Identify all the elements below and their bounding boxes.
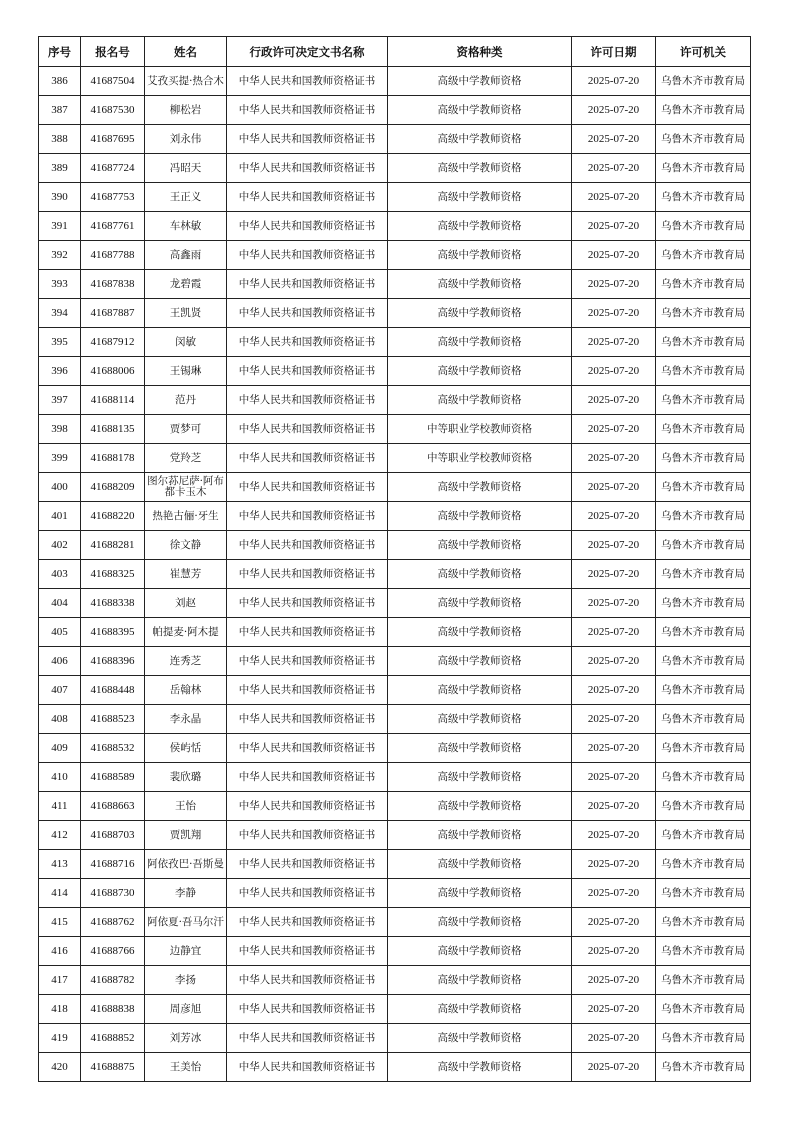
cell-name: 徐文静 [145,531,227,560]
cell-index: 397 [39,386,81,415]
cell-license-date: 2025-07-20 [572,879,656,908]
cell-licensing-authority: 乌鲁木齐市教育局 [656,676,751,705]
cell-document-name: 中华人民共和国教师资格证书 [227,96,388,125]
cell-name: 边静宜 [145,937,227,966]
cell-document-name: 中华人民共和国教师资格证书 [227,850,388,879]
cell-document-name: 中华人民共和国教师资格证书 [227,908,388,937]
cell-qualification-type: 高级中学教师资格 [388,1053,572,1082]
cell-registration-no: 41688396 [81,647,145,676]
cell-licensing-authority: 乌鲁木齐市教育局 [656,589,751,618]
cell-registration-no: 41688338 [81,589,145,618]
cell-licensing-authority: 乌鲁木齐市教育局 [656,966,751,995]
table-row [39,444,751,473]
cell-document-name: 中华人民共和国教师资格证书 [227,415,388,444]
cell-licensing-authority: 乌鲁木齐市教育局 [656,763,751,792]
cell-qualification-type: 高级中学教师资格 [388,995,572,1024]
cell-qualification-type: 高级中学教师资格 [388,937,572,966]
cell-name: 党羚芝 [145,444,227,473]
cell-document-name: 中华人民共和国教师资格证书 [227,705,388,734]
cell-index: 389 [39,154,81,183]
table-row [39,531,751,560]
cell-licensing-authority: 乌鲁木齐市教育局 [656,502,751,531]
cell-licensing-authority: 乌鲁木齐市教育局 [656,995,751,1024]
cell-document-name: 中华人民共和国教师资格证书 [227,734,388,763]
cell-index: 388 [39,125,81,154]
cell-name: 王锡琳 [145,357,227,386]
cell-document-name: 中华人民共和国教师资格证书 [227,1053,388,1082]
cell-index: 418 [39,995,81,1024]
table-row [39,125,751,154]
cell-document-name: 中华人民共和国教师资格证书 [227,676,388,705]
cell-registration-no: 41688766 [81,937,145,966]
cell-qualification-type: 高级中学教师资格 [388,473,572,502]
table-row [39,589,751,618]
cell-license-date: 2025-07-20 [572,966,656,995]
table-row [39,966,751,995]
cell-license-date: 2025-07-20 [572,212,656,241]
table-row [39,792,751,821]
cell-license-date: 2025-07-20 [572,734,656,763]
cell-licensing-authority: 乌鲁木齐市教育局 [656,67,751,96]
cell-index: 412 [39,821,81,850]
cell-registration-no: 41687695 [81,125,145,154]
cell-name: 王美怡 [145,1053,227,1082]
table-row [39,473,751,502]
cell-license-date: 2025-07-20 [572,821,656,850]
cell-index: 390 [39,183,81,212]
header-registration-no: 报名号 [81,37,145,67]
cell-name: 崔慧芳 [145,560,227,589]
table-row [39,821,751,850]
cell-qualification-type: 高级中学教师资格 [388,560,572,589]
table-row [39,96,751,125]
table-row [39,270,751,299]
cell-licensing-authority: 乌鲁木齐市教育局 [656,357,751,386]
header-index: 序号 [39,37,81,67]
cell-registration-no: 41687912 [81,328,145,357]
cell-license-date: 2025-07-20 [572,96,656,125]
cell-document-name: 中华人民共和国教师资格证书 [227,995,388,1024]
cell-name: 车林敏 [145,212,227,241]
cell-document-name: 中华人民共和国教师资格证书 [227,821,388,850]
cell-qualification-type: 高级中学教师资格 [388,589,572,618]
cell-index: 387 [39,96,81,125]
cell-qualification-type: 高级中学教师资格 [388,357,572,386]
cell-name: 王正义 [145,183,227,212]
cell-qualification-type: 高级中学教师资格 [388,125,572,154]
cell-index: 414 [39,879,81,908]
cell-index: 400 [39,473,81,502]
cell-index: 386 [39,67,81,96]
cell-document-name: 中华人民共和国教师资格证书 [227,531,388,560]
cell-qualification-type: 高级中学教师资格 [388,386,572,415]
cell-index: 403 [39,560,81,589]
cell-license-date: 2025-07-20 [572,1053,656,1082]
cell-licensing-authority: 乌鲁木齐市教育局 [656,647,751,676]
cell-index: 405 [39,618,81,647]
cell-license-date: 2025-07-20 [572,908,656,937]
cell-name: 王怡 [145,792,227,821]
cell-name: 王凯贤 [145,299,227,328]
cell-index: 411 [39,792,81,821]
cell-licensing-authority: 乌鲁木齐市教育局 [656,96,751,125]
cell-license-date: 2025-07-20 [572,415,656,444]
cell-licensing-authority: 乌鲁木齐市教育局 [656,444,751,473]
cell-registration-no: 41687724 [81,154,145,183]
cell-index: 410 [39,763,81,792]
cell-document-name: 中华人民共和国教师资格证书 [227,763,388,792]
cell-index: 409 [39,734,81,763]
table-row [39,647,751,676]
cell-registration-no: 41688762 [81,908,145,937]
cell-licensing-authority: 乌鲁木齐市教育局 [656,850,751,879]
cell-qualification-type: 高级中学教师资格 [388,850,572,879]
cell-license-date: 2025-07-20 [572,937,656,966]
cell-name: 冯昭天 [145,154,227,183]
cell-license-date: 2025-07-20 [572,473,656,502]
cell-qualification-type: 高级中学教师资格 [388,966,572,995]
cell-document-name: 中华人民共和国教师资格证书 [227,270,388,299]
cell-document-name: 中华人民共和国教师资格证书 [227,647,388,676]
table-row [39,183,751,212]
cell-index: 404 [39,589,81,618]
cell-name: 阿依夏·吾马尔汗 [145,908,227,937]
table-row [39,67,751,96]
cell-document-name: 中华人民共和国教师资格证书 [227,502,388,531]
cell-document-name: 中华人民共和国教师资格证书 [227,937,388,966]
cell-document-name: 中华人民共和国教师资格证书 [227,1024,388,1053]
table-row [39,386,751,415]
cell-registration-no: 41688135 [81,415,145,444]
cell-licensing-authority: 乌鲁木齐市教育局 [656,821,751,850]
table-row [39,763,751,792]
cell-license-date: 2025-07-20 [572,386,656,415]
cell-license-date: 2025-07-20 [572,67,656,96]
cell-qualification-type: 高级中学教师资格 [388,328,572,357]
cell-index: 420 [39,1053,81,1082]
cell-index: 394 [39,299,81,328]
cell-licensing-authority: 乌鲁木齐市教育局 [656,328,751,357]
cell-licensing-authority: 乌鲁木齐市教育局 [656,154,751,183]
cell-license-date: 2025-07-20 [572,1024,656,1053]
table-row [39,995,751,1024]
cell-registration-no: 41688114 [81,386,145,415]
cell-index: 417 [39,966,81,995]
cell-registration-no: 41688532 [81,734,145,763]
cell-license-date: 2025-07-20 [572,850,656,879]
cell-name: 高鑫雨 [145,241,227,270]
cell-registration-no: 41688589 [81,763,145,792]
cell-licensing-authority: 乌鲁木齐市教育局 [656,560,751,589]
cell-document-name: 中华人民共和国教师资格证书 [227,589,388,618]
cell-qualification-type: 高级中学教师资格 [388,763,572,792]
cell-registration-no: 41688395 [81,618,145,647]
table-row [39,1053,751,1082]
cell-licensing-authority: 乌鲁木齐市教育局 [656,125,751,154]
cell-qualification-type: 高级中学教师资格 [388,270,572,299]
cell-document-name: 中华人民共和国教师资格证书 [227,879,388,908]
cell-document-name: 中华人民共和国教师资格证书 [227,125,388,154]
cell-license-date: 2025-07-20 [572,183,656,212]
cell-index: 399 [39,444,81,473]
cell-qualification-type: 高级中学教师资格 [388,531,572,560]
table-row [39,299,751,328]
cell-qualification-type: 高级中学教师资格 [388,792,572,821]
header-name: 姓名 [145,37,227,67]
cell-license-date: 2025-07-20 [572,589,656,618]
cell-name: 周彦旭 [145,995,227,1024]
cell-licensing-authority: 乌鲁木齐市教育局 [656,792,751,821]
cell-licensing-authority: 乌鲁木齐市教育局 [656,299,751,328]
table-row [39,560,751,589]
cell-registration-no: 41688852 [81,1024,145,1053]
table-row [39,879,751,908]
cell-document-name: 中华人民共和国教师资格证书 [227,560,388,589]
cell-registration-no: 41688220 [81,502,145,531]
cell-qualification-type: 高级中学教师资格 [388,154,572,183]
cell-licensing-authority: 乌鲁木齐市教育局 [656,705,751,734]
cell-registration-no: 41688006 [81,357,145,386]
cell-name: 岳翰林 [145,676,227,705]
cell-name: 范丹 [145,386,227,415]
table-row [39,502,751,531]
table-row [39,850,751,879]
cell-name: 贾凯翔 [145,821,227,850]
cell-registration-no: 41688782 [81,966,145,995]
cell-registration-no: 41687887 [81,299,145,328]
table-row [39,154,751,183]
cell-qualification-type: 中等职业学校教师资格 [388,444,572,473]
cell-license-date: 2025-07-20 [572,328,656,357]
document-page [38,36,750,1082]
cell-name: 刘永伟 [145,125,227,154]
cell-qualification-type: 高级中学教师资格 [388,879,572,908]
cell-registration-no: 41688838 [81,995,145,1024]
cell-index: 406 [39,647,81,676]
cell-index: 395 [39,328,81,357]
cell-name: 李永晶 [145,705,227,734]
cell-license-date: 2025-07-20 [572,125,656,154]
cell-qualification-type: 高级中学教师资格 [388,705,572,734]
cell-index: 396 [39,357,81,386]
cell-index: 407 [39,676,81,705]
cell-index: 416 [39,937,81,966]
table-row [39,241,751,270]
cell-licensing-authority: 乌鲁木齐市教育局 [656,1053,751,1082]
cell-document-name: 中华人民共和国教师资格证书 [227,183,388,212]
header-document-name: 行政许可决定文书名称 [227,37,388,67]
cell-document-name: 中华人民共和国教师资格证书 [227,792,388,821]
cell-licensing-authority: 乌鲁木齐市教育局 [656,1024,751,1053]
cell-document-name: 中华人民共和国教师资格证书 [227,154,388,183]
cell-registration-no: 41688523 [81,705,145,734]
table-row [39,908,751,937]
cell-qualification-type: 高级中学教师资格 [388,502,572,531]
cell-name: 李扬 [145,966,227,995]
cell-name: 刘芳冰 [145,1024,227,1053]
table-row [39,705,751,734]
cell-registration-no: 41688875 [81,1053,145,1082]
cell-license-date: 2025-07-20 [572,299,656,328]
cell-registration-no: 41688448 [81,676,145,705]
cell-index: 413 [39,850,81,879]
cell-qualification-type: 高级中学教师资格 [388,676,572,705]
cell-license-date: 2025-07-20 [572,763,656,792]
cell-name: 柳松岩 [145,96,227,125]
cell-document-name: 中华人民共和国教师资格证书 [227,966,388,995]
header-license-date: 许可日期 [572,37,656,67]
cell-name: 阿依孜巴·吾斯曼 [145,850,227,879]
cell-document-name: 中华人民共和国教师资格证书 [227,473,388,502]
cell-qualification-type: 高级中学教师资格 [388,618,572,647]
cell-index: 415 [39,908,81,937]
cell-registration-no: 41687838 [81,270,145,299]
cell-license-date: 2025-07-20 [572,241,656,270]
table-row [39,1024,751,1053]
table-row [39,676,751,705]
cell-name: 侯屿恬 [145,734,227,763]
cell-name: 热艳古俪·牙生 [145,502,227,531]
cell-licensing-authority: 乌鲁木齐市教育局 [656,212,751,241]
cell-name: 李静 [145,879,227,908]
cell-registration-no: 41687761 [81,212,145,241]
table-body [39,67,751,1082]
cell-registration-no: 41688178 [81,444,145,473]
cell-qualification-type: 高级中学教师资格 [388,734,572,763]
cell-qualification-type: 中等职业学校教师资格 [388,415,572,444]
cell-registration-no: 41688209 [81,473,145,502]
cell-document-name: 中华人民共和国教师资格证书 [227,618,388,647]
cell-qualification-type: 高级中学教师资格 [388,908,572,937]
cell-index: 408 [39,705,81,734]
cell-document-name: 中华人民共和国教师资格证书 [227,212,388,241]
cell-document-name: 中华人民共和国教师资格证书 [227,241,388,270]
cell-index: 392 [39,241,81,270]
cell-license-date: 2025-07-20 [572,705,656,734]
header-licensing-authority: 许可机关 [656,37,751,67]
cell-registration-no: 41688663 [81,792,145,821]
cell-licensing-authority: 乌鲁木齐市教育局 [656,908,751,937]
cell-licensing-authority: 乌鲁木齐市教育局 [656,531,751,560]
cell-index: 398 [39,415,81,444]
cell-registration-no: 41688730 [81,879,145,908]
cell-qualification-type: 高级中学教师资格 [388,1024,572,1053]
cell-registration-no: 41688281 [81,531,145,560]
table-row [39,618,751,647]
cell-registration-no: 41688703 [81,821,145,850]
cell-licensing-authority: 乌鲁木齐市教育局 [656,473,751,502]
table-row [39,357,751,386]
cell-licensing-authority: 乌鲁木齐市教育局 [656,386,751,415]
cell-index: 402 [39,531,81,560]
cell-license-date: 2025-07-20 [572,647,656,676]
cell-name: 贾梦可 [145,415,227,444]
cell-registration-no: 41687504 [81,67,145,96]
cell-document-name: 中华人民共和国教师资格证书 [227,357,388,386]
cell-name: 帕提麦·阿木提 [145,618,227,647]
cell-name: 艾孜买提·热合木 [145,67,227,96]
header-qualification-type: 资格种类 [388,37,572,67]
cell-licensing-authority: 乌鲁木齐市教育局 [656,270,751,299]
cell-index: 393 [39,270,81,299]
cell-index: 391 [39,212,81,241]
cell-registration-no: 41687530 [81,96,145,125]
cell-document-name: 中华人民共和国教师资格证书 [227,67,388,96]
table-row [39,734,751,763]
cell-document-name: 中华人民共和国教师资格证书 [227,299,388,328]
teacher-certificate-table [38,36,751,1082]
cell-license-date: 2025-07-20 [572,270,656,299]
table-row [39,328,751,357]
cell-name: 刘赵 [145,589,227,618]
cell-qualification-type: 高级中学教师资格 [388,183,572,212]
cell-licensing-authority: 乌鲁木齐市教育局 [656,241,751,270]
cell-document-name: 中华人民共和国教师资格证书 [227,444,388,473]
cell-document-name: 中华人民共和国教师资格证书 [227,386,388,415]
cell-license-date: 2025-07-20 [572,357,656,386]
cell-license-date: 2025-07-20 [572,502,656,531]
cell-qualification-type: 高级中学教师资格 [388,67,572,96]
cell-license-date: 2025-07-20 [572,676,656,705]
cell-license-date: 2025-07-20 [572,618,656,647]
cell-license-date: 2025-07-20 [572,560,656,589]
header-row [39,37,751,67]
cell-qualification-type: 高级中学教师资格 [388,96,572,125]
cell-qualification-type: 高级中学教师资格 [388,299,572,328]
cell-license-date: 2025-07-20 [572,792,656,821]
cell-name: 闵敏 [145,328,227,357]
cell-qualification-type: 高级中学教师资格 [388,647,572,676]
cell-name: 龙碧霞 [145,270,227,299]
cell-name: 图尔荪尼萨·阿布都卡玉木 [145,473,227,502]
cell-licensing-authority: 乌鲁木齐市教育局 [656,415,751,444]
cell-licensing-authority: 乌鲁木齐市教育局 [656,734,751,763]
cell-document-name: 中华人民共和国教师资格证书 [227,328,388,357]
cell-license-date: 2025-07-20 [572,995,656,1024]
cell-registration-no: 41687753 [81,183,145,212]
cell-qualification-type: 高级中学教师资格 [388,241,572,270]
cell-licensing-authority: 乌鲁木齐市教育局 [656,183,751,212]
cell-license-date: 2025-07-20 [572,531,656,560]
cell-licensing-authority: 乌鲁木齐市教育局 [656,937,751,966]
cell-qualification-type: 高级中学教师资格 [388,821,572,850]
cell-name: 裴欣璐 [145,763,227,792]
cell-name: 连秀芝 [145,647,227,676]
table-row [39,212,751,241]
table-row [39,415,751,444]
cell-qualification-type: 高级中学教师资格 [388,212,572,241]
cell-registration-no: 41688325 [81,560,145,589]
cell-index: 401 [39,502,81,531]
cell-index: 419 [39,1024,81,1053]
cell-licensing-authority: 乌鲁木齐市教育局 [656,879,751,908]
table-row [39,937,751,966]
cell-license-date: 2025-07-20 [572,444,656,473]
cell-licensing-authority: 乌鲁木齐市教育局 [656,618,751,647]
cell-license-date: 2025-07-20 [572,154,656,183]
cell-registration-no: 41687788 [81,241,145,270]
cell-registration-no: 41688716 [81,850,145,879]
